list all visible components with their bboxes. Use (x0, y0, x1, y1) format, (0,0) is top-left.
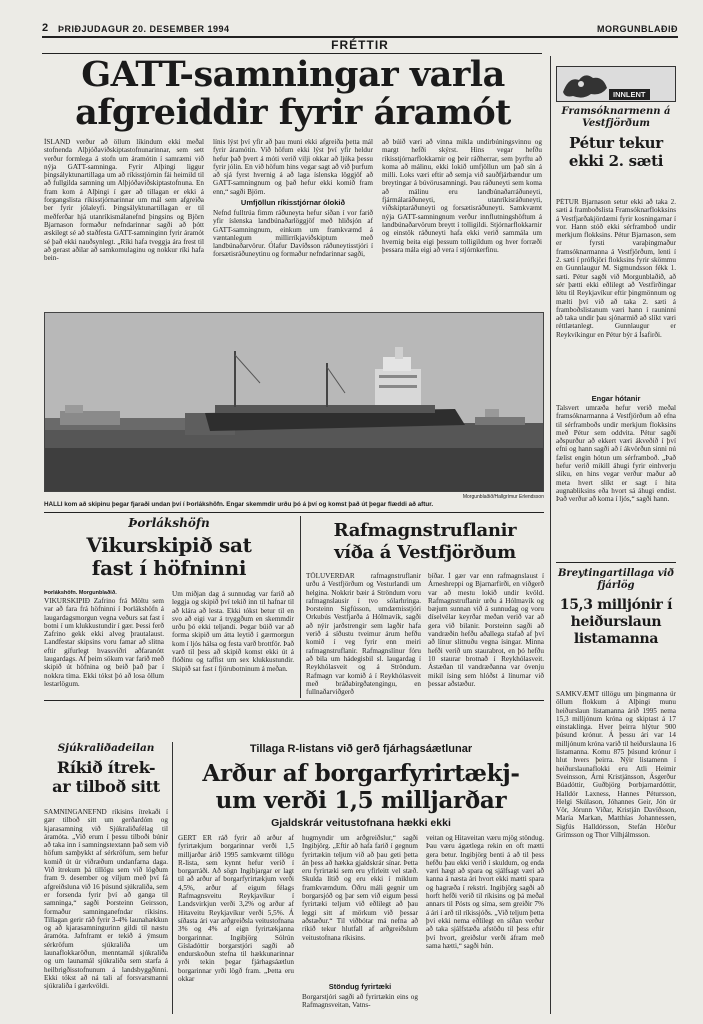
tillaga-headline-line-2: um verði 1,5 milljarðar (215, 787, 507, 814)
main-story-col-1: ÍSLAND verður að öllum líkindum ekki meðal stofnenda Alþjóðaviðskiptastofnunarinnar, sem sett verður formlega á stofn um áramótin í samræmi við nýja GATT-samninga. Fyrir Alþingi liggur þingsályktunartillaga um að ríkisstjórnin fái heimild til að fullgilda samning um Alþjóðaviðskiptastofnuna. En fram kom á Alþingi í gær að tillagan er ekki á forgangslista ríkisstjórnarinnar um mál sem afgreiða ber fyrir jólaleyfi. Þingsályktunartillagan er til meðferðar hjá utanríkismálanefnd þingsins og Björn Bjarnason formaður nefndarinnar sagði að þótt æskilegt sé að staðfesta GATT-samninginn fyrir áramót sé það ekki nauðsynlegt. „Ríki hafa tveggja ára frest til að gerast aðilar að samkomulaginu og nokkur ríki hafa bein- (44, 138, 204, 263)
section-label: FRÉTTIR (331, 38, 389, 52)
right-column-rule (556, 562, 676, 563)
petur-text-2: Talsvert umræða hefur verið meðal framsóknarmanna á Vestfjörðum að efna til sérframboðs undir merkjum flokksins með Pétur sem oddvita. Pétur sagði aðspurður að ekkert væri ákveðið í því efni og hann sagði að í ákvörðun sinni nú fælist engin hótun um sérframboð. „Það hefur verið mikill áhugi fyrir einhverju slíku, en hins vegar verður maður að meta hvert slíkt er sagt í hita augnabliksins eða hvort sá áhugi endist. Það verður að koma í ljós,“ sagði hann. (556, 404, 676, 504)
tillaga-col-2b-text: Borgarstjóri sagði að fyrirtækin eins og Rafmagnsveitan, Vatns- (302, 993, 418, 1010)
sjukrali-col-1: SAMNINGANEFND ríkisins ítrekaði í gær tilboð sitt um gerðardóm og kjarasamning við Sjúkraliðafélag til áramóta. „Við erum í þessu tilboði búnir að taka inn í samningstextann það sem við höfum samþykkt af sérkröfum, sem hefur komið út úr viðræðum undanfarna daga. Við ítrekum þá tillögu sem við lögðum fram 9. desember og viljum með því fá afgreiðsluna við 16 þúsund sjúkraliða, sem er forsenda fyrir því að ganga til samninga,“ sagði Þorsteinn Geirsson, formaður samninganefndar ríkisins. Tillagan gerir ráð fyrir 3-4% launahækkun og að kjarasamningurinn gildi til næstu áramóta. Jafnframt er tekið á ýmsum sérkröfum sjúkraliða um launaflokkaröðun, menntamál sjúkraliða og um launamál sjúkraliða sem starfa á heilbrigðisstofnunum á landsbyggðinni. Ekki tókst að ná tali af forsvarsmanni sjúkraliða í gærkvöldi. (44, 808, 168, 991)
tillaga-subhead: Stöndug fyrirtæki (328, 982, 392, 991)
rafmagn-col-1: TÖLUVERÐAR rafmagnstruflanir urðu á Vestfjörðum og Vesturlandi um helgina. Nokkrir bæir á Ströndum voru rafmagnslausir í tvo sólarhringa. Þorsteinn Sigfússon, umdæmisstjóri Orkubús Vestfjarða á Hólmavík, sagði að nýir jarðstrengir sem lagðir hafa verið á síðustu tveimur árum hefðu komið í veg fyrir enn meiri rafmagnstruflanir. Rafmagnslínur fóru að bila um hádegisbil sl. laugardag í Reykhólasveit og á Ströndum. Rafmagn var komið á í Reykhólasveit með bráðabirgðatengingu, en fullnaðarviðgerð (306, 572, 421, 697)
page-header (42, 22, 678, 36)
photo-credit: Morgunblaðið/Hallgrímur Erlendsson (462, 494, 544, 500)
tillaga-col-1: GERT ER ráð fyrir að arður af fyrirtækjum borgarinnar verði 1,5 milljarðar árið 1995 samkvæmt tillögu R-lista, sem kynnt hefur verið í borgarráði. Að sögn Ingibjargar er lagt til að arður af borgarfyrirtækjum verði 4,5%, arður af eigum félags Rafmagnsveitu Reykjavíkur í Landsvirkjun verði 3,2% og arður af Hitaveitu Reykjavíkur verði 5,5%. Á síðasta ári var arðgreiðsla veitustofnana 3% og 4% af eign fyrirtækjanna borgarinnar. Ingibjörg Sólrún Gísladóttir borgarstjóri sagði að endurskoðun stefna til hækkunarinnar yrði tekin þegar fjárhagsáætlun borgarinnar yrði lögð fram. „Þetta eru okkar (178, 834, 294, 984)
sjukrali-headline (44, 758, 168, 796)
petur-text-1: PÉTUR Bjarnason setur ekki að taka 2. sæti á framboðslista Framsóknarflokksins á Vestfjarðakjördæmi fyrir kosningarnar í vor. Hann stóð ekki sérframboð undir merkjum flokksins. Pétur Bjarnason, sem er fyrsti varaþingmaður framsóknarmanna á Vestfjörðum, lenti í 2. sæti í prófkjöri flokksins fyrir skömmu en Gunnlaugur M. Sigmundsson fékk 1. sæti. Pétur sagði við Morgunblaðið, að sér þætti ekki eðlilegt að Vestfirðingar létu til Reykjavíkur eftir þingmönnum og mælti því við að taka 2. sæti á framboðslistanum væri hann í rauninni að taka undir þau sjónarmið að slíkt væri réttlætanlegt. Gunnlaugur er Reykvíkingur en Pétur býr á Ísafirði. (556, 198, 676, 339)
main-headline-line-1: GATT-samningar varla (81, 54, 505, 95)
main-headline-line-2: afgreiddir fyrir áramót (75, 92, 511, 133)
sjukrali-headline-line-1: Ríkið ítrek- (56, 758, 156, 777)
main-story-col-3: að búið væri að vinna mikla undirbúningsvinnu og margt hefði skýrst. Hins vegar hefðu ríkisstjórnarflokkarnir og þeir ráðherrar, sem þyrftu að koma að málinu, ekki lokið umfjöllun um það sín á milli. Loks væri eftir að semja við sauðfjárbændur um breytingar á búvörusamningi. Þau ráðuneyti sem koma að málinu eru landbúnaðarráðuneyti, fjármálaráðuneyti, utanríkisráðuneyti, viðskiptaráðuneyti og forsætisráðuneyti. Samkvæmt nýja GATT-samningnum verður innflutningshöftum á landbúnaðarvörum breytt í tolligildi. Stjórnarflokkarnir og einstök ráðuneyti hafa ekki verið sammála um hvernig beita eigi þessum tolligildum og hver forræði þessara mála eigi að vera í stjórnkerfinu. (382, 138, 542, 254)
tillaga-headline (178, 760, 544, 814)
tillaga-col-2-text: hugmyndir um arðgreiðslur,“ sagði Ingibjörg. „Eftir að hafa farið í gegnum fyrirtækin teljum við að þau geti þetta án þess að hækka gjaldskrár sínar. Þetta eru fyrirtæki sem eru yfirleitt vel stæð. Skulda lítið og eru ekki í miklum framkvæmdum. Öðru máli gegnir um borgarsjóð og þar sem við eigum þessi fyrirtæki teljum við eðlilegt að þau leggi sitt af mörkum við þessar aðstæður.“ Til viðbótar má nefna að ríkið tekur hlutfall af arðgreiðslum veitustofnana ríkisins. (302, 834, 418, 942)
tillaga-subtitle: Gjaldskrár veitustofnana hækki ekki (271, 817, 451, 829)
petur-subhead: Engar hótanir (591, 394, 641, 403)
thorlakshofn-headline-line-1: Vikurskipið sat (86, 533, 252, 557)
rafmagn-col-2: bíðar. Í gær var enn rafmagnslaust í Árneshreppi og Bjarnarfirði, en viðgerð var að mestu lokið undir kvöld. Rafmagnstruflanir urðu á Hólmavík og bæjum sunnan við á sunnudag og voru díselvélar keyrðar meðan verið var að gera við bilanir. Þorsteinn sagði að vandræðin hefðu aðallega stafað af því að línur slitnuðu vegna ísingar. Minna hefði verið um staurabrot, en þó hefðu 10 staurar brotnað í Reykhólasveit. Ástæðan til vandræðanna var óvenju mikil ísing sem hlóðst á línurnar við þessar aðstæður. (428, 572, 544, 688)
issue-date: ÞRIÐJUDAGUR 20. DESEMBER 1994 (58, 24, 230, 34)
column-divider-2 (172, 742, 173, 1014)
ship-illustration (45, 313, 544, 492)
main-headline (44, 56, 542, 132)
column-divider (300, 516, 301, 698)
photo-caption: HALLI kom að skipinu þegar fjaraði undan því í Þorlákshöfn. Engar skemmdir urðu þó á því og komst það út þegar flæddi að aftur. (44, 501, 434, 508)
thorlakshofn-headline-line-2: fast í höfninni (91, 556, 247, 580)
thorlakshofn-headline (44, 534, 294, 580)
petur-headline: Pétur tekur ekki 2. sæti (568, 134, 664, 170)
sjukrali-headline-line-2: ar tilboð sitt (52, 777, 160, 796)
story-petur (556, 106, 676, 170)
story-sjukrali (44, 742, 168, 796)
mid-rule (44, 700, 544, 701)
page-number: 2 (42, 22, 49, 34)
main-story-subhead: Umfjöllun ríkisstjórnar ólokið (240, 198, 346, 207)
rafmagn-headline (306, 520, 544, 564)
rafmagn-headline-line-2: víða á Vestfjörðum (334, 542, 516, 563)
story-thorlakshofn (44, 516, 294, 580)
thorlakshofn-col-2: Um miðjan dag á sunnudag var farið að leggja og skipið því tekið inn til hafnar til að klára að lesta. Ekki tókst betur til en svo að eigi var á tryggðum en skemmdir urðu þó ekki teljandi. Þegar búið var að forma skipið um átta leytið í gærmorgun kom í ljós hálsa og festa varð brottför. Það varð til þess að skipið komst ekki út á flóðinu og taffist um sex klukkustundir. Skipið sat fast í fjörubotninum á meðan. (172, 590, 294, 673)
sjukrali-kicker: Sjúkraliðadeilan (57, 742, 155, 754)
tillaga-headline-line-1: Arður af borgarfyrirtækj- (202, 760, 520, 787)
rafmagn-headline-line-1: Rafmagnstruflanir (333, 520, 517, 541)
tillaga-col-3: veitan og Hitaveitan væru mjög stöndug. Þau væru ágætlega rekin en oft mætti gera betur. Ingibjörg benti á að til þess hefðu þau ekki verið í skuldum, og enda væri hægt að spara og sjálfsagt væri að kanna á næsta ári hvort ekki mætti spara og hagræða í rekstri. Ingibjörg sagði að horft hefði verið til ríkisins og þá meðal annars til Pósts og síma, sem greiðir 7% á ári í arð til ríkissjóðs. „Við teljum þetta því ekki nema eðlilegt en síðan verður að taka sjálfstæða afstöðu til þess eftir því hvort, greiðslur verði áfram með sama hætti,“ sagði hún. (426, 834, 544, 950)
petur-kicker: Framsóknarmenn á Vestfjörðum (561, 106, 671, 129)
thorlakshofn-col-1: VIKURSKIPIÐ Zafrino frá Möltu sem var að fara frá höfninni í Þorlákshöfn á laugardagsmorgun vegna veðurs sat fast í botni í um klukkustundir í gær. Þessi ferð Zafrino gekk ekki alveg þrautalaust. Landfestar skipsins voru famar að slitna eftir gífurlegt hvassviðri aðfaranótt laugardags. Af þeim sökum var farið með skipið út höfnina og beið það þar í nokkra tíma. Ekki tókst þó að losa öllum lestarlögum. (44, 597, 164, 688)
heidurslaun-headline: 15,3 milljónir í heiðurslaun listamanna (559, 597, 673, 647)
heidurslaun-text: SAMKVÆMT tillögu um þingmanna úr öllum flokkum á Alþingi munu heiðurslaun listamanna árið 1995 nema 15,3 milljónum króna og skiptast á 17 einstaklinga. Hver þeirra hlýtur 900 þúsund krónur. Á þessu ári var 14 milljónum króna varið til heiðurslauna 16 listamanna. Komu 875 þúsund krónur í hlut hvers þeirra. Nýir listamenn í heiðurslaunaflokki eru Atli Heimir Sveinsson, Árni Kristjánsson, Ásgerður Búadóttir, Guðbjörg Þorbjarnardóttir, Halldór Laxness, Hannes Pétursson, Helgi Skúlason, Jóhannes Geir, Jón úr Vör, Jórunn Viðar, Kristján Davíðsson, María Markan, Matthías Johannessen, Sigfús Halldórsson, Stefán Hörður Grímsson og Thor Vilhjálmsson. (556, 690, 676, 840)
tillaga-col-2 (302, 834, 418, 1014)
main-story-col-2a: línis lýst því yfir að þau muni ekki afgreiða þetta mál fyrir áramótin. Við höfum ekki lýst því yfir heldur hefur það þvert á móti verið vilji okkar að ljúka þessu fyrir jólin. En við höfum hins vegar sagt að við þurfum að sjá fyrst hvernig á að laga íslenska löggjöf að GATT-samningnum og það hefur ekki komið fram enn,“ sagði Björn. (213, 138, 373, 196)
tillaga-kicker: Tillaga R-listans við gerð fjárhagsáætlunar (249, 743, 473, 755)
story-rafmagn (306, 520, 544, 564)
heidurslaun-kicker: Breytingartillaga við fjárlög (557, 568, 675, 591)
right-column-divider (550, 56, 551, 1014)
innlent-banner (556, 66, 676, 102)
paper-name: MORGUNBLAÐIÐ (597, 24, 678, 34)
story-tillaga (178, 743, 544, 829)
caption-rule (44, 512, 544, 513)
story-heidurslaun (556, 568, 676, 648)
harbor-photo (44, 312, 544, 492)
thorlakshofn-byline: Þorlákshöfn. Morgunblaðið. (44, 590, 117, 596)
main-story-col-2 (213, 138, 373, 304)
main-story-col-2b: Nefnd fulltrúa fimm ráðuneyta hefur síðan í vor farið yfir íslenska landbúnaðarlöggjöf með hliðsjón af GATT-samningnum, einkum um framkvæmd á væntanlegum millirríkjaviðskiptum með landbúnaðarvörur. Ólafur Davíðsson ráðuneytisstjóri í forsætisráðuneytinu og formaður nefndarinnar sagði, (213, 209, 373, 259)
thorlakshofn-kicker: Þorlákshöfn (128, 516, 210, 530)
innlent-emblem-icon (561, 70, 611, 100)
innlent-label: INNLENT (609, 89, 650, 100)
